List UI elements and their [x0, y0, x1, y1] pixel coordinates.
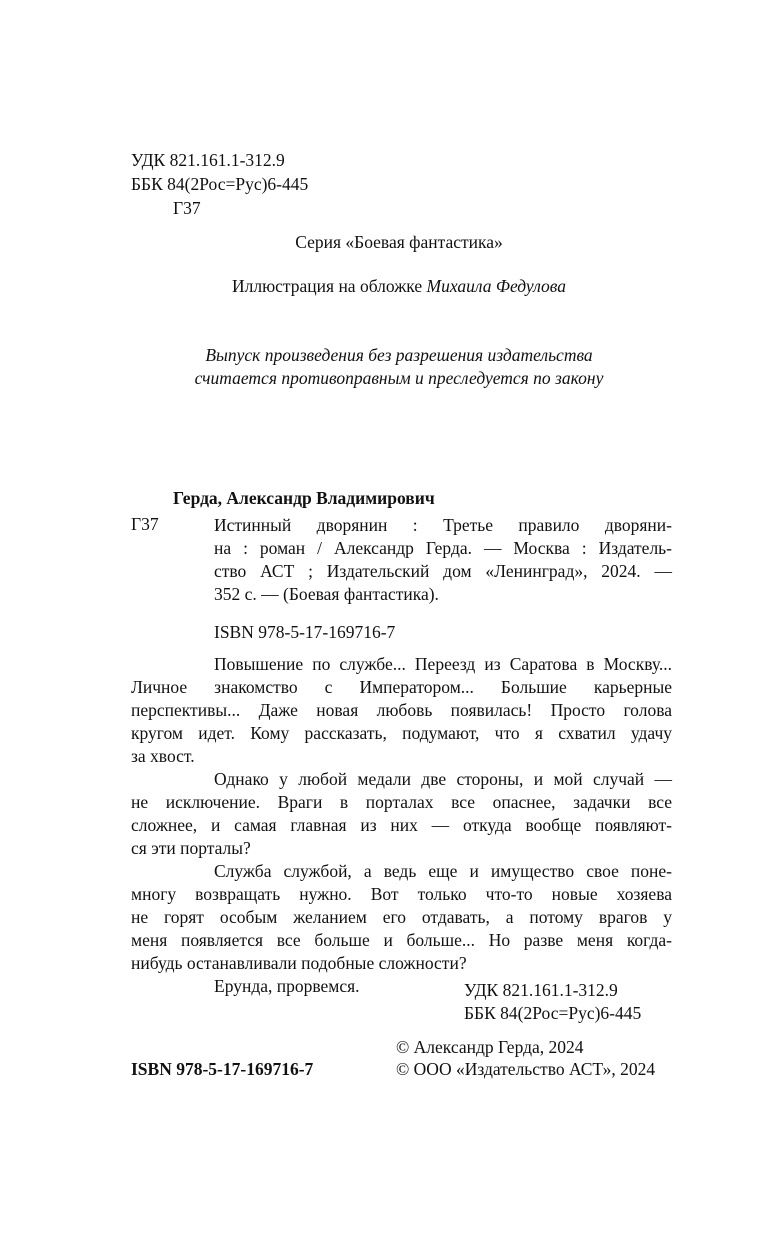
annotation-line: Ерунда, прорвемся. [214, 976, 360, 996]
bib-author-mark: Г37 [131, 514, 159, 534]
annotation-line: ся эти порталы? [131, 838, 251, 858]
annotation-line: сложнее, и самая главная из них — откуда вообще появляют- [131, 815, 672, 835]
illustration-prefix: Иллюстрация на обложке [231, 276, 423, 296]
bib-description-line: на : роман / Александр Герда. — Москва : Издатель- [214, 538, 672, 558]
illustration-artist: Михаила Федулова [426, 276, 567, 296]
annotation-line: нибудь останавливали подобные сложности? [131, 953, 467, 973]
copyright-publisher: © ООО «Издательство АСТ», 2024 [396, 1059, 656, 1079]
bib-description-line: ство АСТ ; Издательский дом «Ленинград», 2024. — [214, 561, 672, 581]
annotation-line: Повышение по службе... Переезд из Саратова в Москву... [214, 654, 672, 674]
annotation-line: Личное знакомство с Императором... Большие карьерные [131, 677, 672, 697]
udk-code: УДК 821.161.1-312.9 [131, 150, 285, 170]
bib-description-line: Истинный дворянин : Третье правило дворяни- [214, 515, 672, 535]
copyright-author: © Александр Герда, 2024 [396, 1037, 584, 1057]
annotation-line: Служба службой, а ведь еще и имущество свое поне- [214, 861, 672, 881]
legal-notice-line-2: считается противоправным и преследуется по закону [194, 368, 604, 388]
annotation-line: меня появляется все больше и больше... Но разве меня когда- [131, 930, 672, 950]
bottom-isbn: ISBN 978-5-17-169716-7 [131, 1059, 314, 1079]
author-mark: Г37 [173, 198, 201, 218]
annotation-line: не горят особым желанием его отдавать, а потому врагов у [131, 907, 672, 927]
bottom-udk-code: УДК 821.161.1-312.9 [464, 980, 618, 1000]
illustration-credit [130, 276, 668, 297]
bottom-bbk-code: ББК 84(2Рос=Рус)6-445 [464, 1003, 642, 1023]
series-line: Серия «Боевая фантастика» [295, 232, 503, 252]
bib-description-line: 352 с. — (Боевая фантастика). [214, 584, 439, 604]
annotation [131, 653, 672, 998]
legal-notice-line-1: Выпуск произведения без разрешения издательства [205, 345, 593, 365]
annotation-line: многу возвращать нужно. Вот только что-то новые хозяева [131, 884, 672, 904]
bib-isbn: ISBN 978-5-17-169716-7 [214, 622, 396, 642]
annotation-line: не исключение. Враги в порталах все опаснее, задачки все [131, 792, 672, 812]
annotation-line: за хвост. [131, 746, 195, 766]
annotation-line: перспективы... Даже новая любовь появилась! Просто голова [131, 700, 672, 720]
bbk-code: ББК 84(2Рос=Рус)6-445 [131, 174, 309, 194]
bib-description [214, 514, 672, 606]
annotation-line: кругом идет. Кому рассказать, подумают, что я схватил удачу [131, 723, 672, 743]
annotation-line: Однако у любой медали две стороны, и мой случай — [214, 769, 672, 789]
bib-author-heading: Герда, Александр Владимирович [173, 488, 435, 508]
